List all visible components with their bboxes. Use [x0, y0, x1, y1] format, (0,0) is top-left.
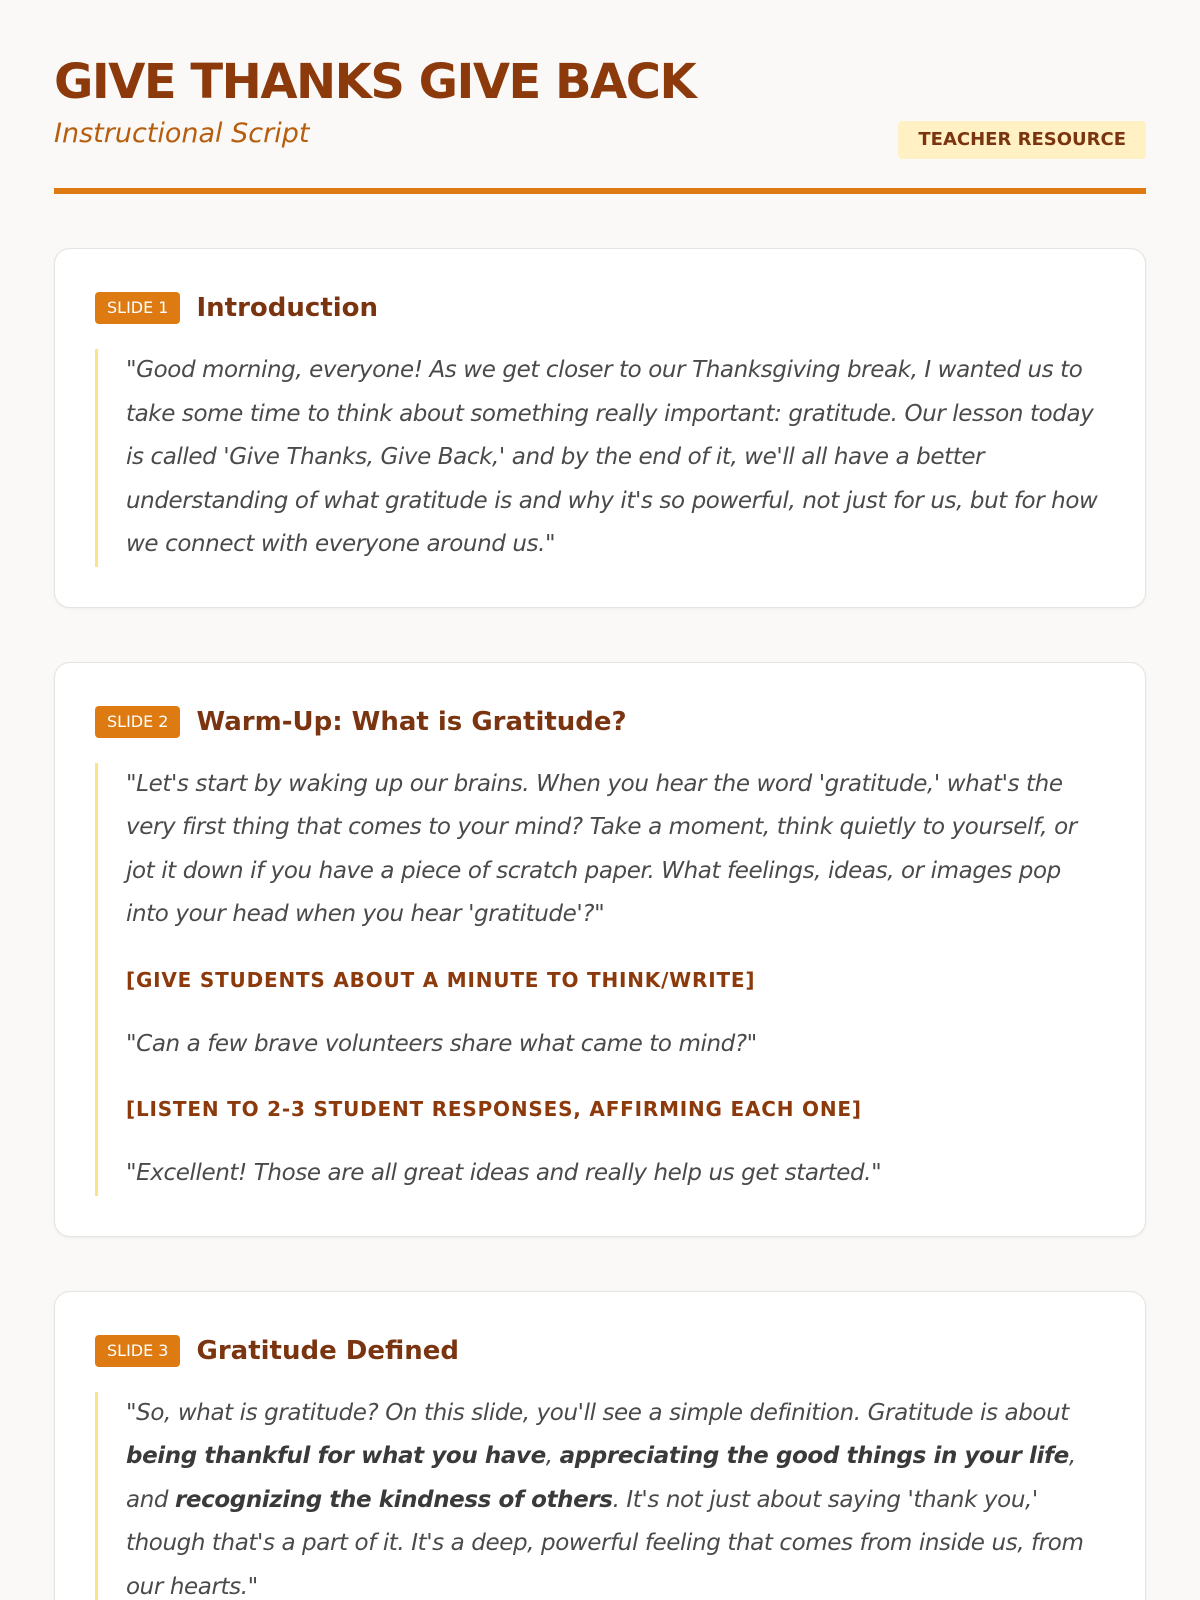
slide-title: Introduction [196, 293, 379, 323]
script-quote: "Let's start by waking up our brains. When you hear the word 'gratitude,' what's the very first thing that comes to your mind? Take a moment, think quietly to yourself, or jot it down if you have a piece of scratch paper. What feelings, ideas, or images pop into your head when you hear 'gratitude'?" [126, 770, 1077, 927]
document-header [54, 0, 1146, 194]
slide-card-header [95, 1334, 1105, 1368]
script-block [95, 349, 1105, 567]
script-quote: "Good morning, everyone! As we get closer to our Thanksgiving break, I wanted us to take some time to think about something really important: gratitude. Our lesson today is called 'Give Thanks, Give Back,' and by the end of it, we'll all have a better understanding of what gratitude is and why it's so powerful, not just for us, but for how we connect with everyone around us." [126, 357, 1098, 557]
teacher-resource-badge: TEACHER RESOURCE [898, 121, 1146, 159]
document-subtitle: Instructional Script [54, 118, 310, 149]
slide-title: Warm-Up: What is Gratitude? [196, 706, 627, 737]
document-title: GIVE THANKS GIVE BACK [54, 54, 696, 110]
quote-emphasis: appreciating the good things in your life [559, 1443, 1069, 1469]
script-quote: "Can a few brave volunteers share what came to mind?" [126, 1030, 757, 1057]
quote-emphasis: being thankful for what you have [126, 1443, 546, 1469]
teacher-direction: [GIVE STUDENTS ABOUT A MINUTE TO THINK/WRITE] [126, 967, 756, 992]
quote-text: . It's not just about saying 'thank you,' though that's a part of it. It's a deep, powerful feeling that comes from inside us, from our hearts." [126, 1486, 1084, 1600]
script-quote: "Excellent! Those are all great ideas and really help us get started." [126, 1160, 882, 1186]
slide-card-header [95, 705, 1105, 739]
quote-text: "So, what is gratitude? On this slide, you'll see a simple definition. Gratitude is about [126, 1399, 1069, 1426]
quote-emphasis: recognizing the kindness of others [174, 1486, 613, 1513]
slide-card-2 [54, 662, 1146, 1237]
slide-card-1 [54, 248, 1146, 608]
slide-card-3 [54, 1291, 1146, 1600]
slide-number-tag: SLIDE 3 [95, 1335, 180, 1367]
teacher-direction: [LISTEN TO 2-3 STUDENT RESPONSES, AFFIRMING EACH ONE] [126, 1097, 862, 1121]
slide-number-tag: SLIDE 2 [95, 706, 180, 738]
script-quote [126, 1392, 1105, 1600]
script-block [95, 763, 1105, 1196]
script-block [95, 1392, 1105, 1600]
quote-text: , and [126, 1443, 1076, 1513]
slide-card-header [95, 291, 1105, 325]
slide-number-tag: SLIDE 1 [95, 292, 180, 324]
quote-text: , [545, 1443, 560, 1469]
slide-title: Gratitude Defined [196, 1335, 460, 1366]
